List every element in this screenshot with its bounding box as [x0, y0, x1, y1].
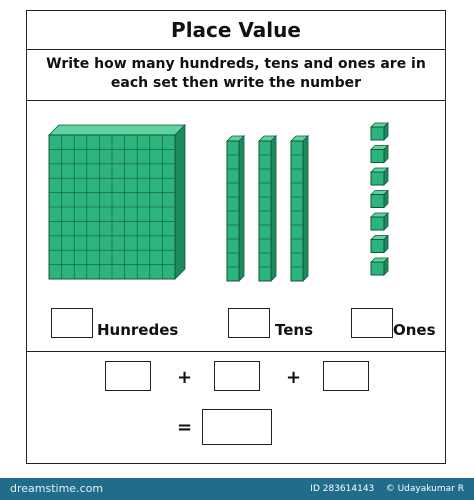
ten-rod — [227, 136, 244, 281]
one-cube — [371, 258, 388, 275]
hundreds-block — [45, 119, 195, 283]
hundreds-cube — [49, 125, 185, 279]
ten-rod — [291, 136, 308, 281]
one-cube — [371, 213, 388, 230]
worksheet — [26, 10, 446, 464]
one-cube — [371, 123, 388, 140]
sum-box-3[interactable] — [323, 361, 369, 391]
image-id: ID 283614143 — [310, 484, 375, 494]
sum-box-1[interactable] — [105, 361, 151, 391]
ten-rod — [259, 136, 276, 281]
footer-bar — [0, 478, 474, 500]
tens-label: Tens — [275, 321, 314, 339]
tens-answer-box[interactable] — [228, 308, 270, 338]
blocks-panel — [27, 101, 445, 352]
ones-label: Ones — [393, 321, 436, 339]
result-box[interactable] — [202, 409, 272, 445]
tens-rods — [225, 135, 315, 283]
instruction-line-2: each set then write the number — [110, 75, 362, 91]
one-cube — [371, 168, 388, 185]
one-cube — [371, 191, 388, 208]
plus-sign-2: + — [286, 367, 302, 388]
image-credit: © Udayakumar R — [385, 484, 464, 494]
instruction-line-1: Write how many hundreds, tens and ones are in — [46, 56, 426, 72]
hundreds-answer-box[interactable] — [51, 308, 93, 338]
instruction-text — [27, 49, 445, 101]
ones-answer-box[interactable] — [351, 308, 393, 338]
hundreds-label: Hunredes — [97, 321, 179, 339]
equals-sign: = — [177, 417, 193, 438]
image-info — [310, 484, 464, 494]
ones-cubes — [369, 121, 393, 283]
one-cube — [371, 146, 388, 163]
brand-logo: dreamstime.com — [10, 482, 104, 495]
plus-sign-1: + — [177, 367, 193, 388]
sum-box-2[interactable] — [214, 361, 260, 391]
one-cube — [371, 236, 388, 253]
worksheet-title: Place Value — [27, 11, 445, 50]
